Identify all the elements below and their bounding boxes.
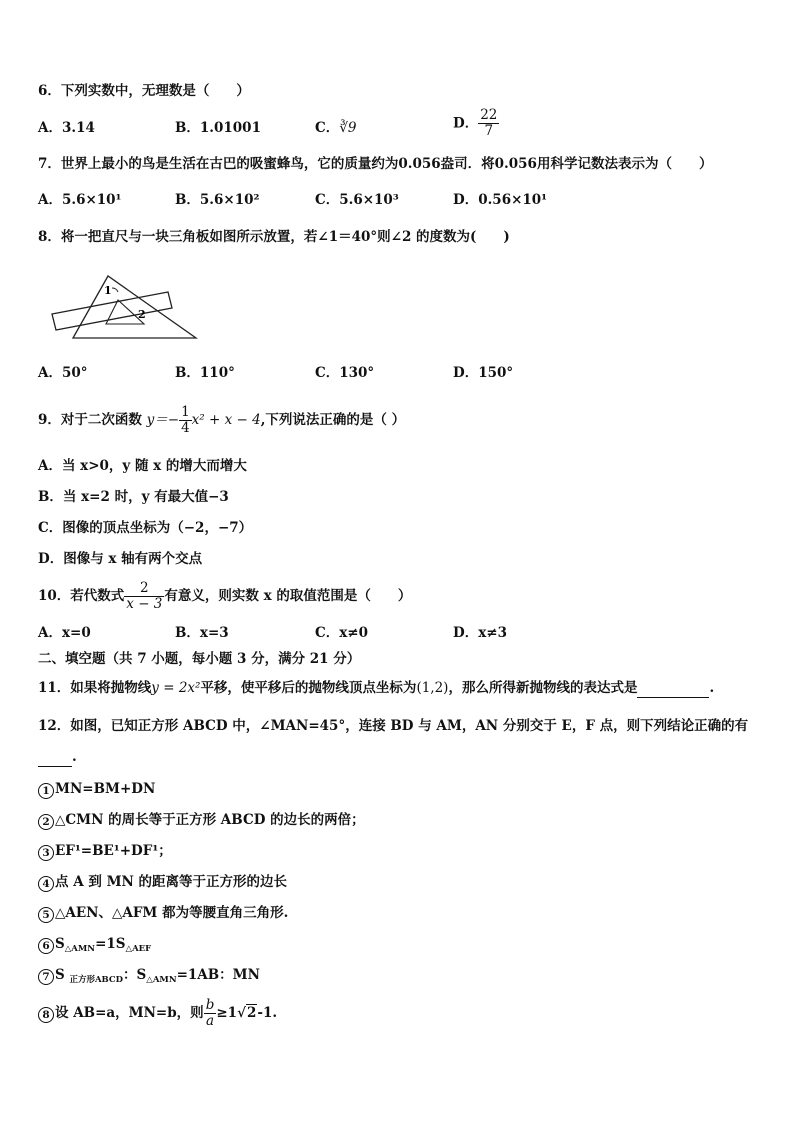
q9-func-left: y＝− xyxy=(146,412,180,428)
q8-option-c: C．130° xyxy=(315,365,375,381)
q6-option-d xyxy=(453,108,499,139)
q12-item-4-number: 4 xyxy=(38,876,54,892)
q12-item-8-fraction xyxy=(204,998,217,1029)
q12-item-1-text: MN=BM+DN xyxy=(55,781,156,797)
q12-item-8-prefix: 设 AB=a，MN=b，则 xyxy=(55,1005,204,1021)
q8-stem: 8．将一把直尺与一块三角板如图所示放置，若∠1＝40°则∠2 的度数为( ) xyxy=(38,229,510,245)
q12-item-6-sub-b: △AEF xyxy=(125,944,152,954)
section-2-heading: 二、填空题（共 7 小题，每小题 3 分，满分 21 分） xyxy=(38,651,361,667)
q10-fraction xyxy=(124,581,164,612)
q10-option-b: B．x=3 xyxy=(175,625,229,641)
q12-item-6-number: 6 xyxy=(38,938,54,954)
q6-option-d-label: D． xyxy=(453,115,479,132)
q12-item-7-sub-a: 正方形ABCD xyxy=(69,975,124,985)
q6-option-c xyxy=(315,119,356,137)
q12-item-8-radicand: 2 xyxy=(246,1005,257,1021)
angle-1-arc xyxy=(112,288,118,292)
q12-item-7 xyxy=(38,966,260,989)
q12-item-6-text-b: =1S xyxy=(95,936,126,952)
q12-item-7-text-a: S xyxy=(55,967,70,983)
q9-func-fraction xyxy=(179,405,192,436)
q7-stem: 7．世界上最小的鸟是生活在古巴的吸蜜蜂鸟，它的质量约为0.056盎司．将0.056用科学记数法表示为（ ） xyxy=(38,156,713,172)
q9-option-c: C．图像的顶点坐标为（−2，−7） xyxy=(38,520,253,536)
q10-option-d: D．x≠3 xyxy=(453,625,507,641)
q12-item-5-text: △AEN、△AFM 都为等腰直角三角形. xyxy=(55,905,289,921)
q9-stem-prefix: 9．对于二次函数 xyxy=(38,412,142,428)
q12-item-8-denominator: a xyxy=(204,1013,217,1029)
q12-item-7-number: 7 xyxy=(38,969,54,985)
q12-item-8 xyxy=(38,996,277,1030)
q9-stem-suffix: ,下列说法正确的是（ ） xyxy=(260,412,406,428)
q6-option-d-fraction xyxy=(478,108,499,139)
q12-item-5 xyxy=(38,904,288,923)
q10-option-a: A．x=0 xyxy=(38,625,91,641)
q6-option-c-math: ∛9 xyxy=(339,120,357,136)
q12-item-7-sub-b: △AMN xyxy=(146,975,177,985)
q7-option-a: A．5.6×10¹ xyxy=(38,192,122,208)
q7-option-c: C．5.6×10³ xyxy=(315,192,399,208)
q12-item-6 xyxy=(38,935,151,958)
q12-item-6-sub-a: △AMN xyxy=(64,944,96,954)
q12-answer-line xyxy=(38,748,77,767)
q12-item-4-text: 点 A 到 MN 的距离等于正方形的边长 xyxy=(55,874,288,890)
q7-option-b: B．5.6×10² xyxy=(175,192,260,208)
q11-answer-blank xyxy=(637,679,709,698)
q10-stem xyxy=(38,578,411,614)
q12-item-8-numerator: b xyxy=(205,997,215,1013)
q12-item-2 xyxy=(38,811,365,830)
q9-option-d: D．图像与 x 轴有两个交点 xyxy=(38,551,203,567)
q11-stem-mid: 平移，使平移后的抛物线顶点坐标为 xyxy=(200,680,417,696)
q11-stem-suffix: ，那么所得新抛物线的表达式是 xyxy=(448,680,638,696)
q12-item-6-text-a: S xyxy=(55,936,65,952)
q12-end: . xyxy=(72,749,77,765)
q11-end: . xyxy=(709,680,715,696)
q10-option-c: C．x≠0 xyxy=(315,625,368,641)
q6-option-d-denominator: 7 xyxy=(478,123,499,139)
ruler-triangle-figure xyxy=(48,268,208,348)
q7-option-d: D．0.56×10¹ xyxy=(453,192,548,208)
q8-option-d: D．150° xyxy=(453,365,514,381)
q12-item-8-sqrt: √2 xyxy=(237,1005,257,1021)
q12-item-2-text: △CMN 的周长等于正方形 ABCD 的边长的两倍； xyxy=(55,812,365,828)
q12-stem: 12．如图，已知正方形 ABCD 中，∠MAN=45°，连接 BD 与 AM，AN 分别交于 E，F 点，则下列结论正确的有 xyxy=(38,718,749,734)
q8-option-a: A．50° xyxy=(38,365,88,381)
angle-1-label: 1 xyxy=(104,284,112,297)
q12-item-3 xyxy=(38,842,172,861)
q12-item-1-number: 1 xyxy=(38,783,54,799)
q12-item-4 xyxy=(38,873,287,892)
q10-stem-suffix: 有意义，则实数 x 的取值范围是（ ） xyxy=(164,588,412,604)
q11-stem-prefix: 11．如果将抛物线 xyxy=(38,680,152,696)
q12-item-5-number: 5 xyxy=(38,907,54,923)
q6-option-c-label: C． xyxy=(315,120,340,136)
q6-option-a: A．3.14 xyxy=(38,120,95,136)
q8-option-b: B．110° xyxy=(175,365,235,381)
q12-item-8-suffix: -1. xyxy=(257,1005,278,1021)
q12-item-7-text-b: ：S xyxy=(123,967,147,983)
q12-item-3-number: 3 xyxy=(38,845,54,861)
q12-item-1 xyxy=(38,780,155,799)
q6-option-d-numerator: 22 xyxy=(480,107,498,123)
q9-func-denominator: 4 xyxy=(181,420,190,436)
q12-item-3-text: EF¹=BE¹+DF¹； xyxy=(55,843,172,859)
q10-stem-prefix: 10．若代数式 xyxy=(38,588,125,604)
q9-func-numerator: 1 xyxy=(181,404,190,420)
q11-point: (1,2) xyxy=(416,680,449,696)
q6-stem: 6．下列实数中，无理数是（ ） xyxy=(38,83,250,99)
q10-fraction-numerator: 2 xyxy=(140,580,149,596)
q12-item-8-number: 8 xyxy=(38,1007,54,1023)
q12-item-8-mid: ≥1 xyxy=(216,1005,238,1021)
q12-item-2-number: 2 xyxy=(38,814,54,830)
q9-func-right: x² + x − 4 xyxy=(191,412,261,428)
q12-answer-blank xyxy=(38,748,72,767)
angle-2-label: 2 xyxy=(138,308,146,321)
q11-function: y = 2x² xyxy=(151,680,201,696)
q9-stem xyxy=(38,402,405,438)
q9-option-b: B．当 x=2 时，y 有最大值−3 xyxy=(38,489,229,505)
q10-fraction-denominator: x − 3 xyxy=(126,596,163,612)
q11-stem xyxy=(38,679,714,698)
q12-item-7-text-c: =1AB：MN xyxy=(176,967,260,983)
q9-option-a: A．当 x>0，y 随 x 的增大而增大 xyxy=(38,458,247,474)
q6-option-b: B．1.01001 xyxy=(175,120,261,136)
